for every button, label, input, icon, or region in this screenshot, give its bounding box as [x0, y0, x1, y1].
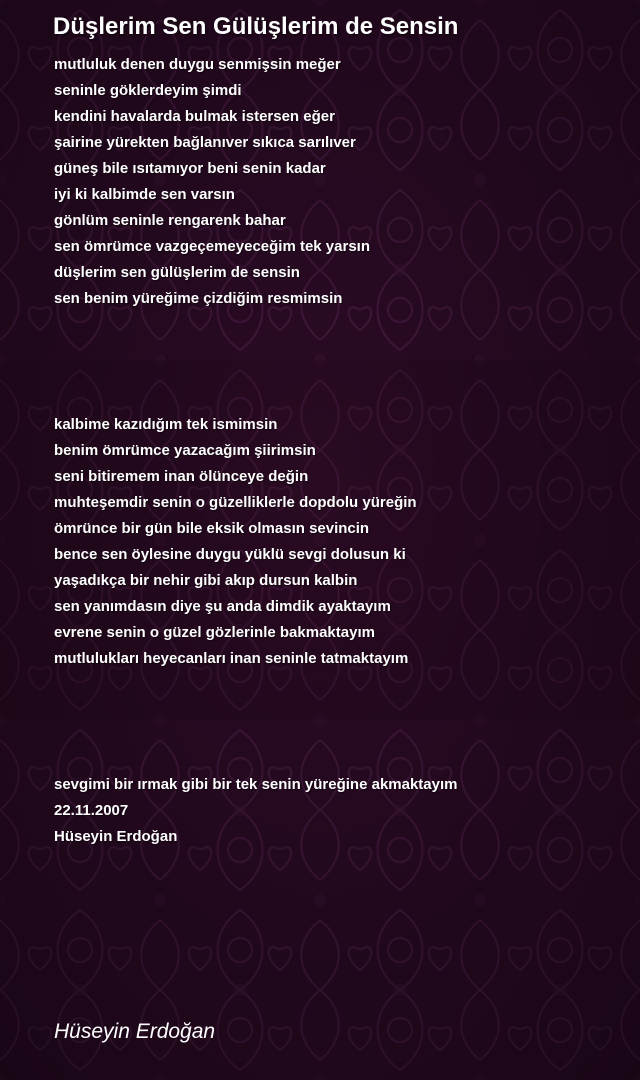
poem-line: benim ömrümce yazacağım şiirimsin [54, 442, 316, 459]
poem-line: muhteşemdir senin o güzelliklerle dopdolu yüreğin [54, 494, 417, 511]
poem-line: gönlüm seninle rengarenk bahar [54, 212, 286, 229]
poem-title: Düşlerim Sen Gülüşlerim de Sensin [53, 13, 459, 40]
poem-line: şairine yürekten bağlanıver sıkıca sarılıver [54, 134, 356, 151]
poem-line: iyi ki kalbimde sen varsın [54, 186, 235, 203]
poem-line: seninle göklerdeyim şimdi [54, 82, 242, 99]
poem-line: yaşadıkça bir nehir gibi akıp dursun kalbin [54, 572, 358, 589]
poem-date: 22.11.2007 [54, 802, 129, 819]
poem-line: sen ömrümce vazgeçemeyeceğim tek yarsın [54, 238, 371, 255]
poem-stanza-1 [54, 52, 370, 312]
poem-line: evrene senin o güzel gözlerinle bakmaktayım [54, 624, 375, 641]
poem-line: sen benim yüreğime çizdiğim resmimsin [54, 290, 343, 307]
poem-author-line: Hüseyin Erdoğan [54, 828, 178, 845]
poem-line: kendini havalarda bulmak istersen eğer [54, 108, 335, 125]
author-signature: Hüseyin Erdoğan [54, 1020, 216, 1043]
poem-line: mutlulukları heyecanları inan seninle tatmaktayım [54, 650, 409, 667]
poem-line: ömrünce bir gün bile eksik olmasın sevincin [54, 520, 370, 537]
poem-stanza-3 [54, 772, 458, 850]
poem-stanza-2 [54, 412, 417, 672]
poem-line: güneş bile ısıtamıyor beni senin kadar [54, 160, 326, 177]
poem-line: seni bitiremem inan ölünceye değin [54, 468, 309, 485]
poem-line: mutluluk denen duygu senmişsin meğer [54, 56, 341, 73]
poem-line: kalbime kazıdığım tek ismimsin [54, 416, 278, 433]
poem-line: düşlerim sen gülüşlerim de sensin [54, 264, 300, 281]
poem-line: sevgimi bir ırmak gibi bir tek senin yüreğine akmaktayım [54, 776, 458, 793]
poem-line: sen yanımdasın diye şu anda dimdik ayaktayım [54, 598, 391, 615]
poem-line: bence sen öylesine duygu yüklü sevgi dolusun ki [54, 546, 406, 563]
